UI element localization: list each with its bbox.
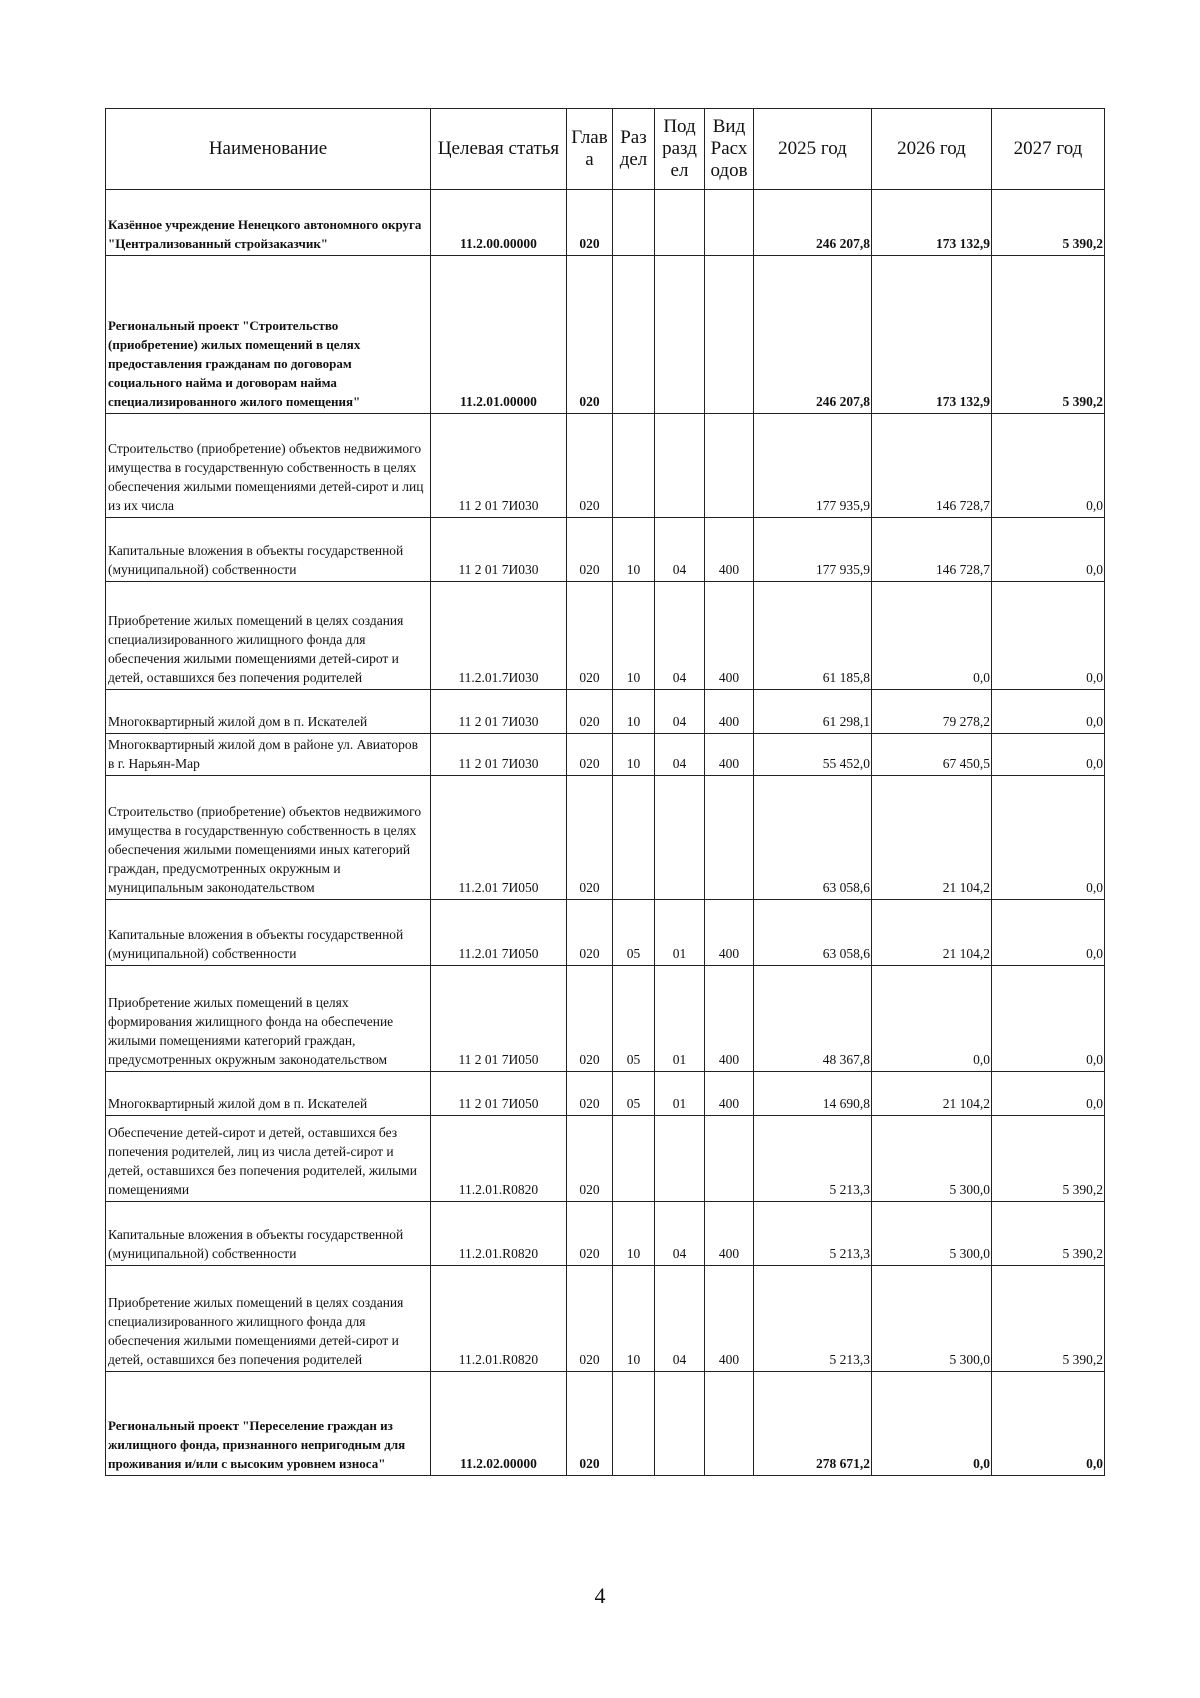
row-razdel: 10 bbox=[613, 1266, 655, 1372]
table-row bbox=[106, 256, 1105, 414]
row-article: 11.2.01.7И030 bbox=[431, 582, 567, 690]
row-razdel bbox=[613, 1116, 655, 1202]
row-2027: 5 390,2 bbox=[992, 1116, 1105, 1202]
row-vid: 400 bbox=[705, 1266, 754, 1372]
row-razdel bbox=[613, 1372, 655, 1476]
row-glava: 020 bbox=[567, 690, 613, 734]
row-2025: 5 213,3 bbox=[754, 1266, 872, 1372]
row-glava: 020 bbox=[567, 966, 613, 1072]
row-name: Строительство (приобретение) объектов недвижимого имущества в государственную собственность в целях обеспечения жилыми помещениями иных категорий граждан, предусмотренных окружным и муниципальным законодательством bbox=[106, 776, 431, 900]
row-razdel bbox=[613, 776, 655, 900]
row-2025: 63 058,6 bbox=[754, 900, 872, 966]
row-article: 11.2.01.R0820 bbox=[431, 1116, 567, 1202]
row-article: 11 2 01 7И050 bbox=[431, 1072, 567, 1116]
row-razdel bbox=[613, 256, 655, 414]
row-podrazdel: 04 bbox=[655, 1202, 705, 1266]
row-podrazdel bbox=[655, 1372, 705, 1476]
row-podrazdel bbox=[655, 414, 705, 518]
row-glava: 020 bbox=[567, 734, 613, 776]
row-razdel bbox=[613, 190, 655, 256]
header-glava: Глав а bbox=[567, 109, 613, 190]
row-name: Региональный проект "Строительство (приобретение) жилых помещений в целях предоставления гражданам по договорам социального найма и договорам найма специализированного жилого помещения" bbox=[106, 256, 431, 414]
row-article: 11 2 01 7И030 bbox=[431, 734, 567, 776]
header-name: Наименование bbox=[106, 109, 431, 190]
row-name: Многоквартирный жилой дом в п. Искателей bbox=[106, 1072, 431, 1116]
row-podrazdel bbox=[655, 776, 705, 900]
row-podrazdel bbox=[655, 1116, 705, 1202]
row-2027: 0,0 bbox=[992, 966, 1105, 1072]
row-2026: 0,0 bbox=[872, 582, 992, 690]
row-article: 11.2.00.00000 bbox=[431, 190, 567, 256]
row-vid: 400 bbox=[705, 734, 754, 776]
row-razdel: 10 bbox=[613, 1202, 655, 1266]
row-2025: 177 935,9 bbox=[754, 518, 872, 582]
header-vid: Вид Расх одов bbox=[705, 109, 754, 190]
row-glava: 020 bbox=[567, 776, 613, 900]
row-name: Строительство (приобретение) объектов недвижимого имущества в государственную собственность в целях обеспечения жилыми помещениями детей-сирот и лиц из их числа bbox=[106, 414, 431, 518]
row-vid bbox=[705, 190, 754, 256]
header-podrazdel: Под разд ел bbox=[655, 109, 705, 190]
row-article: 11.2.02.00000 bbox=[431, 1372, 567, 1476]
row-2026: 173 132,9 bbox=[872, 190, 992, 256]
table-row bbox=[106, 1202, 1105, 1266]
row-podrazdel: 04 bbox=[655, 690, 705, 734]
row-razdel: 10 bbox=[613, 690, 655, 734]
row-2027: 0,0 bbox=[992, 690, 1105, 734]
row-glava: 020 bbox=[567, 900, 613, 966]
row-article: 11.2.01.R0820 bbox=[431, 1266, 567, 1372]
row-2027: 5 390,2 bbox=[992, 190, 1105, 256]
row-article: 11.2.01.R0820 bbox=[431, 1202, 567, 1266]
row-glava: 020 bbox=[567, 190, 613, 256]
row-glava: 020 bbox=[567, 1202, 613, 1266]
row-podrazdel: 04 bbox=[655, 582, 705, 690]
row-vid: 400 bbox=[705, 690, 754, 734]
row-glava: 020 bbox=[567, 1372, 613, 1476]
row-2025: 61 298,1 bbox=[754, 690, 872, 734]
header-article: Целевая статья bbox=[431, 109, 567, 190]
row-podrazdel: 04 bbox=[655, 734, 705, 776]
row-2025: 55 452,0 bbox=[754, 734, 872, 776]
row-name: Приобретение жилых помещений в целях формирования жилищного фонда на обеспечение жилыми помещениями категорий граждан, предусмотренных окружным законодательством bbox=[106, 966, 431, 1072]
row-article: 11 2 01 7И050 bbox=[431, 966, 567, 1072]
row-2025: 14 690,8 bbox=[754, 1072, 872, 1116]
row-2027: 0,0 bbox=[992, 776, 1105, 900]
row-vid bbox=[705, 776, 754, 900]
page-number: 4 bbox=[594, 1583, 606, 1608]
table-row bbox=[106, 900, 1105, 966]
row-razdel: 05 bbox=[613, 900, 655, 966]
row-glava: 020 bbox=[567, 1072, 613, 1116]
row-name: Приобретение жилых помещений в целях создания специализированного жилищного фонда для обеспечения жилыми помещениями детей-сирот и детей, оставшихся без попечения родителей bbox=[106, 582, 431, 690]
row-name: Капитальные вложения в объекты государственной (муниципальной) собственности bbox=[106, 1202, 431, 1266]
table-row bbox=[106, 190, 1105, 256]
row-2025: 278 671,2 bbox=[754, 1372, 872, 1476]
row-2027: 0,0 bbox=[992, 414, 1105, 518]
row-2026: 79 278,2 bbox=[872, 690, 992, 734]
row-razdel: 05 bbox=[613, 1072, 655, 1116]
table-row bbox=[106, 734, 1105, 776]
row-2026: 146 728,7 bbox=[872, 414, 992, 518]
row-razdel: 10 bbox=[613, 734, 655, 776]
header-2025: 2025 год bbox=[754, 109, 872, 190]
row-2026: 21 104,2 bbox=[872, 776, 992, 900]
row-2027: 0,0 bbox=[992, 1072, 1105, 1116]
row-podrazdel: 01 bbox=[655, 966, 705, 1072]
row-2027: 5 390,2 bbox=[992, 1266, 1105, 1372]
row-2026: 67 450,5 bbox=[872, 734, 992, 776]
row-glava: 020 bbox=[567, 1266, 613, 1372]
row-name: Региональный проект "Переселение граждан из жилищного фонда, признанного непригодным для проживания и/или с высоким уровнем износа" bbox=[106, 1372, 431, 1476]
row-2027: 0,0 bbox=[992, 518, 1105, 582]
table-row bbox=[106, 518, 1105, 582]
row-vid bbox=[705, 1116, 754, 1202]
header-razdel: Раз дел bbox=[613, 109, 655, 190]
row-2026: 21 104,2 bbox=[872, 1072, 992, 1116]
row-article: 11 2 01 7И030 bbox=[431, 518, 567, 582]
row-glava: 020 bbox=[567, 518, 613, 582]
row-name: Многоквартирный жилой дом в п. Искателей bbox=[106, 690, 431, 734]
row-2027: 0,0 bbox=[992, 734, 1105, 776]
row-vid: 400 bbox=[705, 582, 754, 690]
row-vid: 400 bbox=[705, 900, 754, 966]
row-podrazdel: 04 bbox=[655, 518, 705, 582]
table-row bbox=[106, 966, 1105, 1072]
row-2026: 5 300,0 bbox=[872, 1202, 992, 1266]
row-2025: 48 367,8 bbox=[754, 966, 872, 1072]
row-2026: 0,0 bbox=[872, 1372, 992, 1476]
row-2027: 0,0 bbox=[992, 1372, 1105, 1476]
row-2025: 177 935,9 bbox=[754, 414, 872, 518]
row-2025: 5 213,3 bbox=[754, 1116, 872, 1202]
row-vid: 400 bbox=[705, 966, 754, 1072]
row-article: 11.2.01.00000 bbox=[431, 256, 567, 414]
table-row bbox=[106, 414, 1105, 518]
row-2027: 5 390,2 bbox=[992, 256, 1105, 414]
row-glava: 020 bbox=[567, 1116, 613, 1202]
row-2027: 5 390,2 bbox=[992, 1202, 1105, 1266]
header-2026: 2026 год bbox=[872, 109, 992, 190]
header-2027: 2027 год bbox=[992, 109, 1105, 190]
row-vid bbox=[705, 256, 754, 414]
table-row bbox=[106, 690, 1105, 734]
row-2026: 5 300,0 bbox=[872, 1266, 992, 1372]
row-razdel: 10 bbox=[613, 518, 655, 582]
row-article: 11.2.01 7И050 bbox=[431, 776, 567, 900]
row-glava: 020 bbox=[567, 414, 613, 518]
table-row bbox=[106, 1372, 1105, 1476]
row-glava: 020 bbox=[567, 256, 613, 414]
table-row bbox=[106, 1116, 1105, 1202]
row-2026: 0,0 bbox=[872, 966, 992, 1072]
row-2026: 5 300,0 bbox=[872, 1116, 992, 1202]
row-article: 11 2 01 7И030 bbox=[431, 414, 567, 518]
table-row bbox=[106, 776, 1105, 900]
row-glava: 020 bbox=[567, 582, 613, 690]
row-vid: 400 bbox=[705, 518, 754, 582]
row-2026: 173 132,9 bbox=[872, 256, 992, 414]
budget-table bbox=[105, 108, 1105, 1476]
table-row bbox=[106, 1072, 1105, 1116]
row-razdel: 05 bbox=[613, 966, 655, 1072]
row-2025: 5 213,3 bbox=[754, 1202, 872, 1266]
row-vid bbox=[705, 414, 754, 518]
row-name: Капитальные вложения в объекты государственной (муниципальной) собственности bbox=[106, 518, 431, 582]
row-name: Обеспечение детей-сирот и детей, оставшихся без попечения родителей, лиц из числа детей-сирот и детей, оставшихся без попечения родителей, жилыми помещениями bbox=[106, 1116, 431, 1202]
row-podrazdel bbox=[655, 190, 705, 256]
row-2026: 21 104,2 bbox=[872, 900, 992, 966]
row-name: Многоквартирный жилой дом в районе ул. Авиаторов в г. Нарьян-Мар bbox=[106, 734, 431, 776]
row-article: 11 2 01 7И030 bbox=[431, 690, 567, 734]
row-2027: 0,0 bbox=[992, 582, 1105, 690]
row-article: 11.2.01 7И050 bbox=[431, 900, 567, 966]
row-name: Казённое учреждение Ненецкого автономного округа "Централизованный стройзаказчик" bbox=[106, 190, 431, 256]
row-2026: 146 728,7 bbox=[872, 518, 992, 582]
table-header-row bbox=[106, 109, 1105, 190]
row-2025: 61 185,8 bbox=[754, 582, 872, 690]
row-2025: 63 058,6 bbox=[754, 776, 872, 900]
row-name: Приобретение жилых помещений в целях создания специализированного жилищного фонда для обеспечения жилыми помещениями детей-сирот и детей, оставшихся без попечения родителей bbox=[106, 1266, 431, 1372]
row-vid: 400 bbox=[705, 1072, 754, 1116]
row-razdel: 10 bbox=[613, 582, 655, 690]
row-podrazdel: 01 bbox=[655, 900, 705, 966]
table-row bbox=[106, 582, 1105, 690]
row-razdel bbox=[613, 414, 655, 518]
row-2025: 246 207,8 bbox=[754, 256, 872, 414]
row-2027: 0,0 bbox=[992, 900, 1105, 966]
row-podrazdel bbox=[655, 256, 705, 414]
row-vid bbox=[705, 1372, 754, 1476]
row-podrazdel: 01 bbox=[655, 1072, 705, 1116]
row-2025: 246 207,8 bbox=[754, 190, 872, 256]
row-podrazdel: 04 bbox=[655, 1266, 705, 1372]
row-vid: 400 bbox=[705, 1202, 754, 1266]
row-name: Капитальные вложения в объекты государственной (муниципальной) собственности bbox=[106, 900, 431, 966]
table-row bbox=[106, 1266, 1105, 1372]
